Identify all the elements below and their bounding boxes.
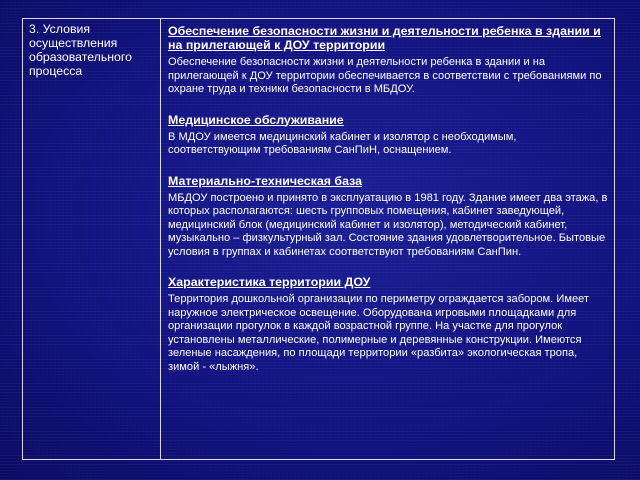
section-facilities	[168, 174, 608, 260]
section-facilities-heading: Материально-техническая база	[168, 173, 363, 188]
section-territory-heading: Характеристика территории ДОУ	[168, 275, 371, 289]
content-table	[22, 18, 615, 460]
section-medical-body: В МДОУ имеется медицинский кабинет и изолятор с необходимым, соответствующим требованиям СанПиН, оснащением.	[168, 130, 517, 156]
section-facilities-body: МБДОУ построено и принято в эксплуатацию в 1981 году. Здание имеет два этажа, в которых располагаются: шесть групповых помещения, кабинет заведующей, медицинский блок (медицинский кабинет и изолятор), методический кабинет, музыкально – физкультурный зал. Состояние здания удовлетворительное. Бытовые условия в группах и кабинетах соответствуют требованиям СанПин.	[168, 191, 608, 258]
section-medical	[168, 113, 608, 158]
section-safety-body: Обеспечение безопасности жизни и деятельности ребенка в здании и на прилегающей к ДОУ территории обеспечивается в соответствии с требованиями по охране труда и техники безопасности в МБДОУ.	[168, 56, 602, 95]
section-safety-heading: Обеспечение безопасности жизни и деятельности ребенка в здании и на прилегающей к ДОУ территории	[168, 24, 601, 52]
section-number-title: 3. Условия осуществления образовательного процесса	[29, 22, 132, 78]
section-medical-heading: Медицинское обслуживание	[168, 112, 344, 127]
table-left-cell	[23, 19, 161, 459]
section-territory-body: Территория дошкольной организации по периметру ограждается забором. Имеет наружное электрическое освещение. Оборудована игровыми площадками для организации прогулок в каждой возрастной группе. На участке для прогулок установлены металлические, полимерные и деревянные конструкции. Имеются зеленые насаждения, по площади территории «разбита» экологическая тропа, зимой - «лыжня».	[168, 293, 590, 373]
section-safety	[168, 24, 608, 97]
section-territory	[168, 275, 608, 374]
table-right-cell	[161, 19, 614, 459]
